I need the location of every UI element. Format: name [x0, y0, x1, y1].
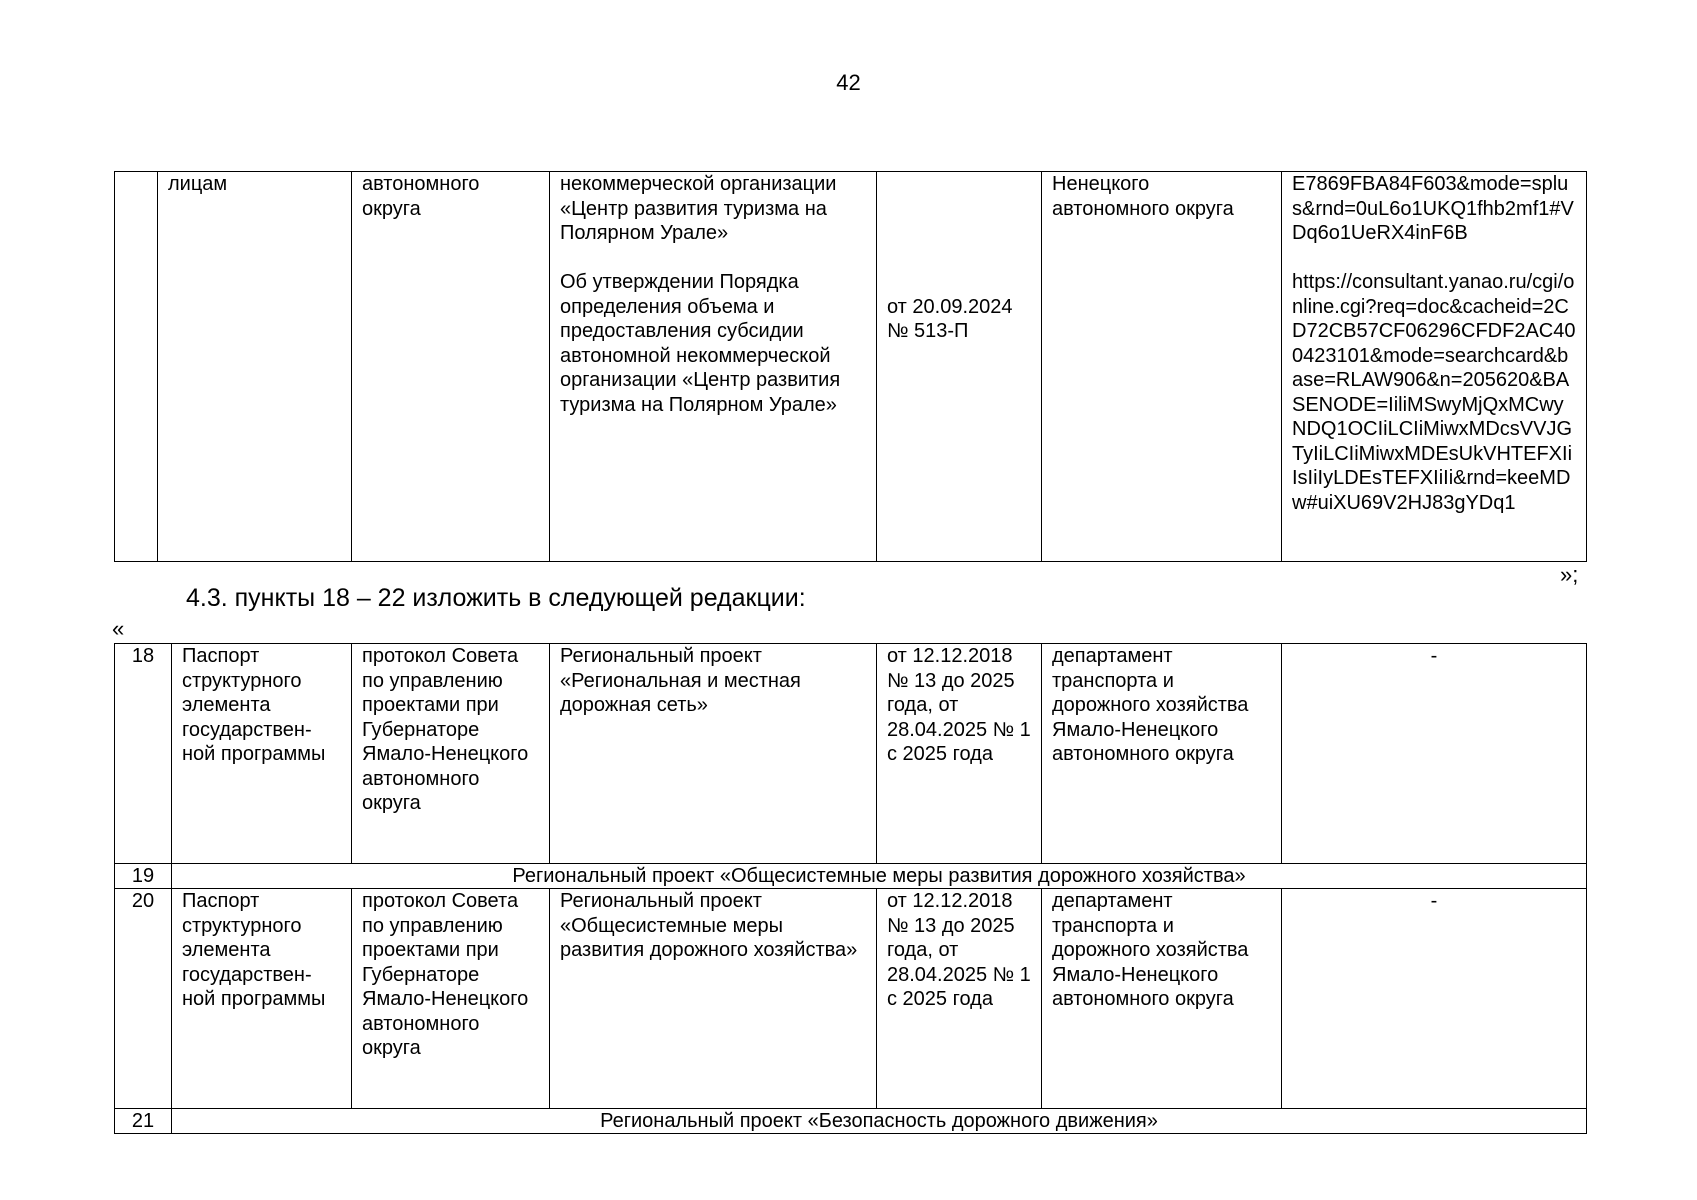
table-cell-date — [877, 172, 1042, 562]
table-cell-doc-type — [158, 172, 352, 562]
table-cell-executor: департамент транспорта и дорожного хозяйства Ямало-Ненецкого автономного округа — [1042, 644, 1282, 864]
table-cell-doc-type: Паспорт структурного элемента государствен-ной программы — [172, 889, 352, 1109]
date-text: от 20.09.2024 № 513-П — [887, 295, 1013, 342]
section-title: Региональный проект «Общесистемные меры развития дорожного хозяйства» — [172, 864, 1587, 889]
closing-quote: »; — [1560, 562, 1579, 587]
table-row — [115, 644, 1587, 864]
approver-text-line: округа — [362, 197, 421, 220]
table-cell-doc-name: Региональный проект «Общесистемные меры развития дорожного хозяйства» — [550, 889, 877, 1109]
table-cell-doc-name — [550, 172, 877, 562]
page-number: 42 — [836, 70, 861, 95]
doc-name-text: некоммерческой организации «Центр развития туризма на Полярном Урале» — [560, 173, 837, 244]
table-cell-link: - — [1282, 644, 1587, 864]
table-cell-approver: протокол Совета по управлению проектами при Губернаторе Ямало-Ненецкого автономного округа — [352, 644, 550, 864]
opening-quote: « — [112, 616, 125, 641]
table-cell-executor: департамент транспорта и дорожного хозяйства Ямало-Ненецкого автономного округа — [1042, 889, 1282, 1109]
table-cell-approver: протокол Совета по управлению проектами при Губернаторе Ямало-Ненецкого автономного округа — [352, 889, 550, 1109]
table-cell-link: - — [1282, 889, 1587, 1109]
table-row — [115, 864, 1587, 889]
table-cell-doc-type: Паспорт структурного элемента государствен-ной программы — [172, 644, 352, 864]
link-text[interactable]: E7869FBA84F603&mode=splus&rnd=0uL6o1UKQ1fhb2mf1#VDq6o1UeRX4inF6B — [1292, 173, 1574, 244]
table-row — [115, 889, 1587, 1109]
table-row — [115, 1109, 1587, 1134]
table-cell-doc-name: Региональный проект «Региональная и местная дорожная сеть» — [550, 644, 877, 864]
row-number: 19 — [115, 864, 172, 889]
table-cell-date: от 12.12.2018 № 13 до 2025 года, от 28.04.2025 № 1 с 2025 года — [877, 889, 1042, 1109]
table-cell-date: от 12.12.2018 № 13 до 2025 года, от 28.04.2025 № 1 с 2025 года — [877, 644, 1042, 864]
link-text[interactable]: https://consultant.yanao.ru/cgi/online.cgi?req=doc&cacheid=2CD72CB57CF06296CFDF2AC400423101&mode=searchcard&base=RLAW906&n=205620&BASENODE=IiliMSwyMjQxMCwyNDQ1OCIiLCIiMiwxMDcsVVJGTyIiLCIiMiwxMDEsUkVHTEFXIiIsIiIyLDEsTEFXIiIi&rnd=keeMDw#uiXU69V2HJ83gYDq1 — [1292, 271, 1576, 514]
table-cell-approver — [352, 172, 550, 562]
amendment-instruction: 4.3. пункты 18 – 22 изложить в следующей редакции: — [186, 584, 806, 612]
row-number: 18 — [115, 644, 172, 864]
section-title: Региональный проект «Безопасность дорожного движения» — [172, 1109, 1587, 1134]
table-cell-executor — [1042, 172, 1282, 562]
table-row — [115, 172, 1587, 562]
table-cell-num — [115, 172, 158, 562]
row-number: 21 — [115, 1109, 172, 1134]
doc-type-text: лицам — [168, 173, 228, 195]
row-number: 20 — [115, 889, 172, 1109]
top-table — [114, 171, 1587, 562]
approver-text-line: автономного — [362, 173, 480, 195]
table-cell-link — [1282, 172, 1587, 562]
doc-name-text: Об утверждении Порядка определения объема и предоставления субсидии автономной некоммерческой организации «Центр развития туризма на Полярном Урале» — [560, 271, 841, 416]
bottom-table — [114, 643, 1587, 1134]
executor-text: Ненецкого автономного округа — [1052, 173, 1234, 220]
